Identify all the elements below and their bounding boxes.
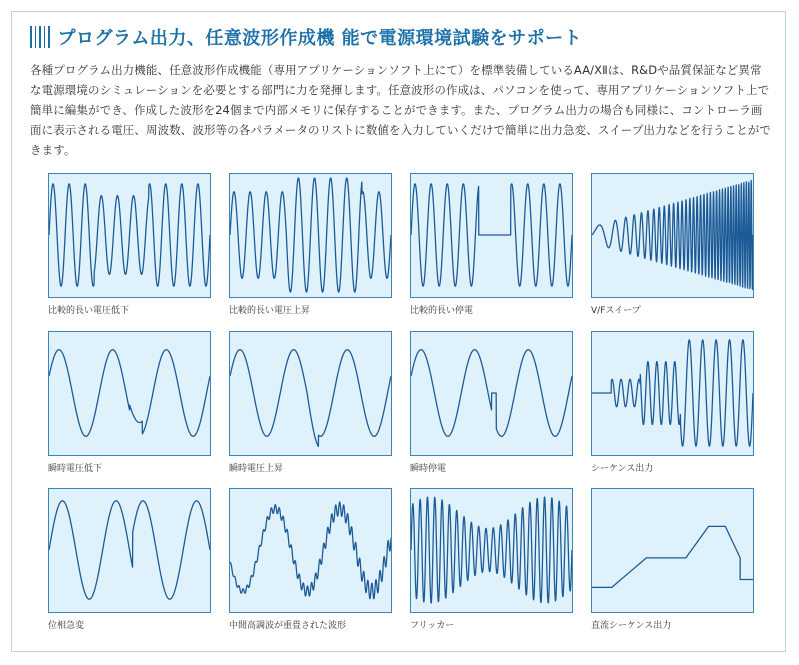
waveform-caption: 比較的長い停電 bbox=[410, 306, 474, 316]
waveform-caption: シーケンス出力 bbox=[591, 464, 654, 474]
section-title: プログラム出力、任意波形作成機 能で電源環境試験をサポート bbox=[57, 28, 583, 49]
waveform-line bbox=[592, 340, 753, 446]
waveform-caption: 比較的長い電圧上昇 bbox=[229, 306, 311, 316]
waveform-line bbox=[411, 350, 572, 437]
waveform-panel-phase-jump bbox=[48, 488, 211, 613]
waveform-panel-sequence bbox=[591, 331, 754, 456]
waveform-line bbox=[411, 497, 572, 603]
section-header bbox=[30, 24, 582, 50]
waveform-panel-swell-inst bbox=[229, 331, 392, 456]
waveform-plot bbox=[592, 174, 753, 297]
waveform-caption: 瞬時停電 bbox=[410, 464, 447, 474]
waveform-panel-outage-long bbox=[410, 173, 573, 298]
waveform-line bbox=[411, 184, 572, 286]
waveform-plot bbox=[592, 332, 753, 455]
waveform-panel-outage-inst bbox=[410, 331, 573, 456]
waveform-line bbox=[592, 180, 753, 289]
waveform-panel-sag-inst bbox=[48, 331, 211, 456]
waveform-line bbox=[230, 350, 391, 447]
waveform-line bbox=[230, 502, 391, 599]
waveform-caption: V/Fスイープ bbox=[591, 306, 641, 316]
waveform-plot bbox=[49, 174, 210, 297]
waveform-panel-flicker bbox=[410, 488, 573, 613]
waveform-caption: 瞬時電圧上昇 bbox=[229, 464, 284, 474]
waveform-panel-dc-sequence bbox=[591, 488, 754, 613]
waveform-plot bbox=[49, 489, 210, 612]
waveform-plot bbox=[592, 489, 753, 612]
waveform-plot bbox=[411, 174, 572, 297]
waveform-line bbox=[49, 350, 210, 437]
waveform-plot bbox=[411, 489, 572, 612]
waveform-caption: 比較的長い電圧低下 bbox=[48, 306, 130, 316]
waveform-line bbox=[49, 184, 210, 286]
waveform-plot bbox=[411, 332, 572, 455]
waveform-plot bbox=[49, 332, 210, 455]
waveform-caption: 直流シーケンス出力 bbox=[591, 621, 672, 631]
waveform-line bbox=[592, 526, 753, 587]
waveform-panel-interharmonic bbox=[229, 488, 392, 613]
waveform-caption: 中間高調波が重畳された波形 bbox=[229, 621, 347, 631]
description-text: 各種プログラム出力機能、任意波形作成機能（専用アプリケーションソフト上にて）を標準装備しているAA/XⅡは、R&Dや品質保証など異常な電源環境のシミュレーションを必要とする部門に力を発揮します。任意波形の作成は、パソコンを使って、専用アプリケーションソフト上で簡単に編集ができ、作成した波形を24個まで内部メモリに保存することができます。また、プログラム出力の場合も同様に、コントローラ画面に表示される電圧、周波数、波形等の各パラメータのリストに数値を入力していくだけで簡単に出力急変、スイープ出力などを行うことができます。 bbox=[30, 63, 772, 157]
waveform-panel-swell-long bbox=[229, 173, 392, 298]
waveform-caption: フリッカー bbox=[410, 621, 455, 631]
waveform-plot bbox=[230, 174, 391, 297]
waveform-caption: 瞬時電圧低下 bbox=[48, 464, 103, 474]
waveform-line bbox=[230, 178, 391, 292]
waveform-panel-vf-sweep bbox=[591, 173, 754, 298]
waveform-panel-sag-long bbox=[48, 173, 211, 298]
waveform-plot bbox=[230, 332, 391, 455]
waveform-caption: 位相急変 bbox=[48, 621, 85, 631]
title-bars-icon bbox=[30, 26, 50, 48]
waveform-line bbox=[49, 501, 210, 599]
waveform-plot bbox=[230, 489, 391, 612]
